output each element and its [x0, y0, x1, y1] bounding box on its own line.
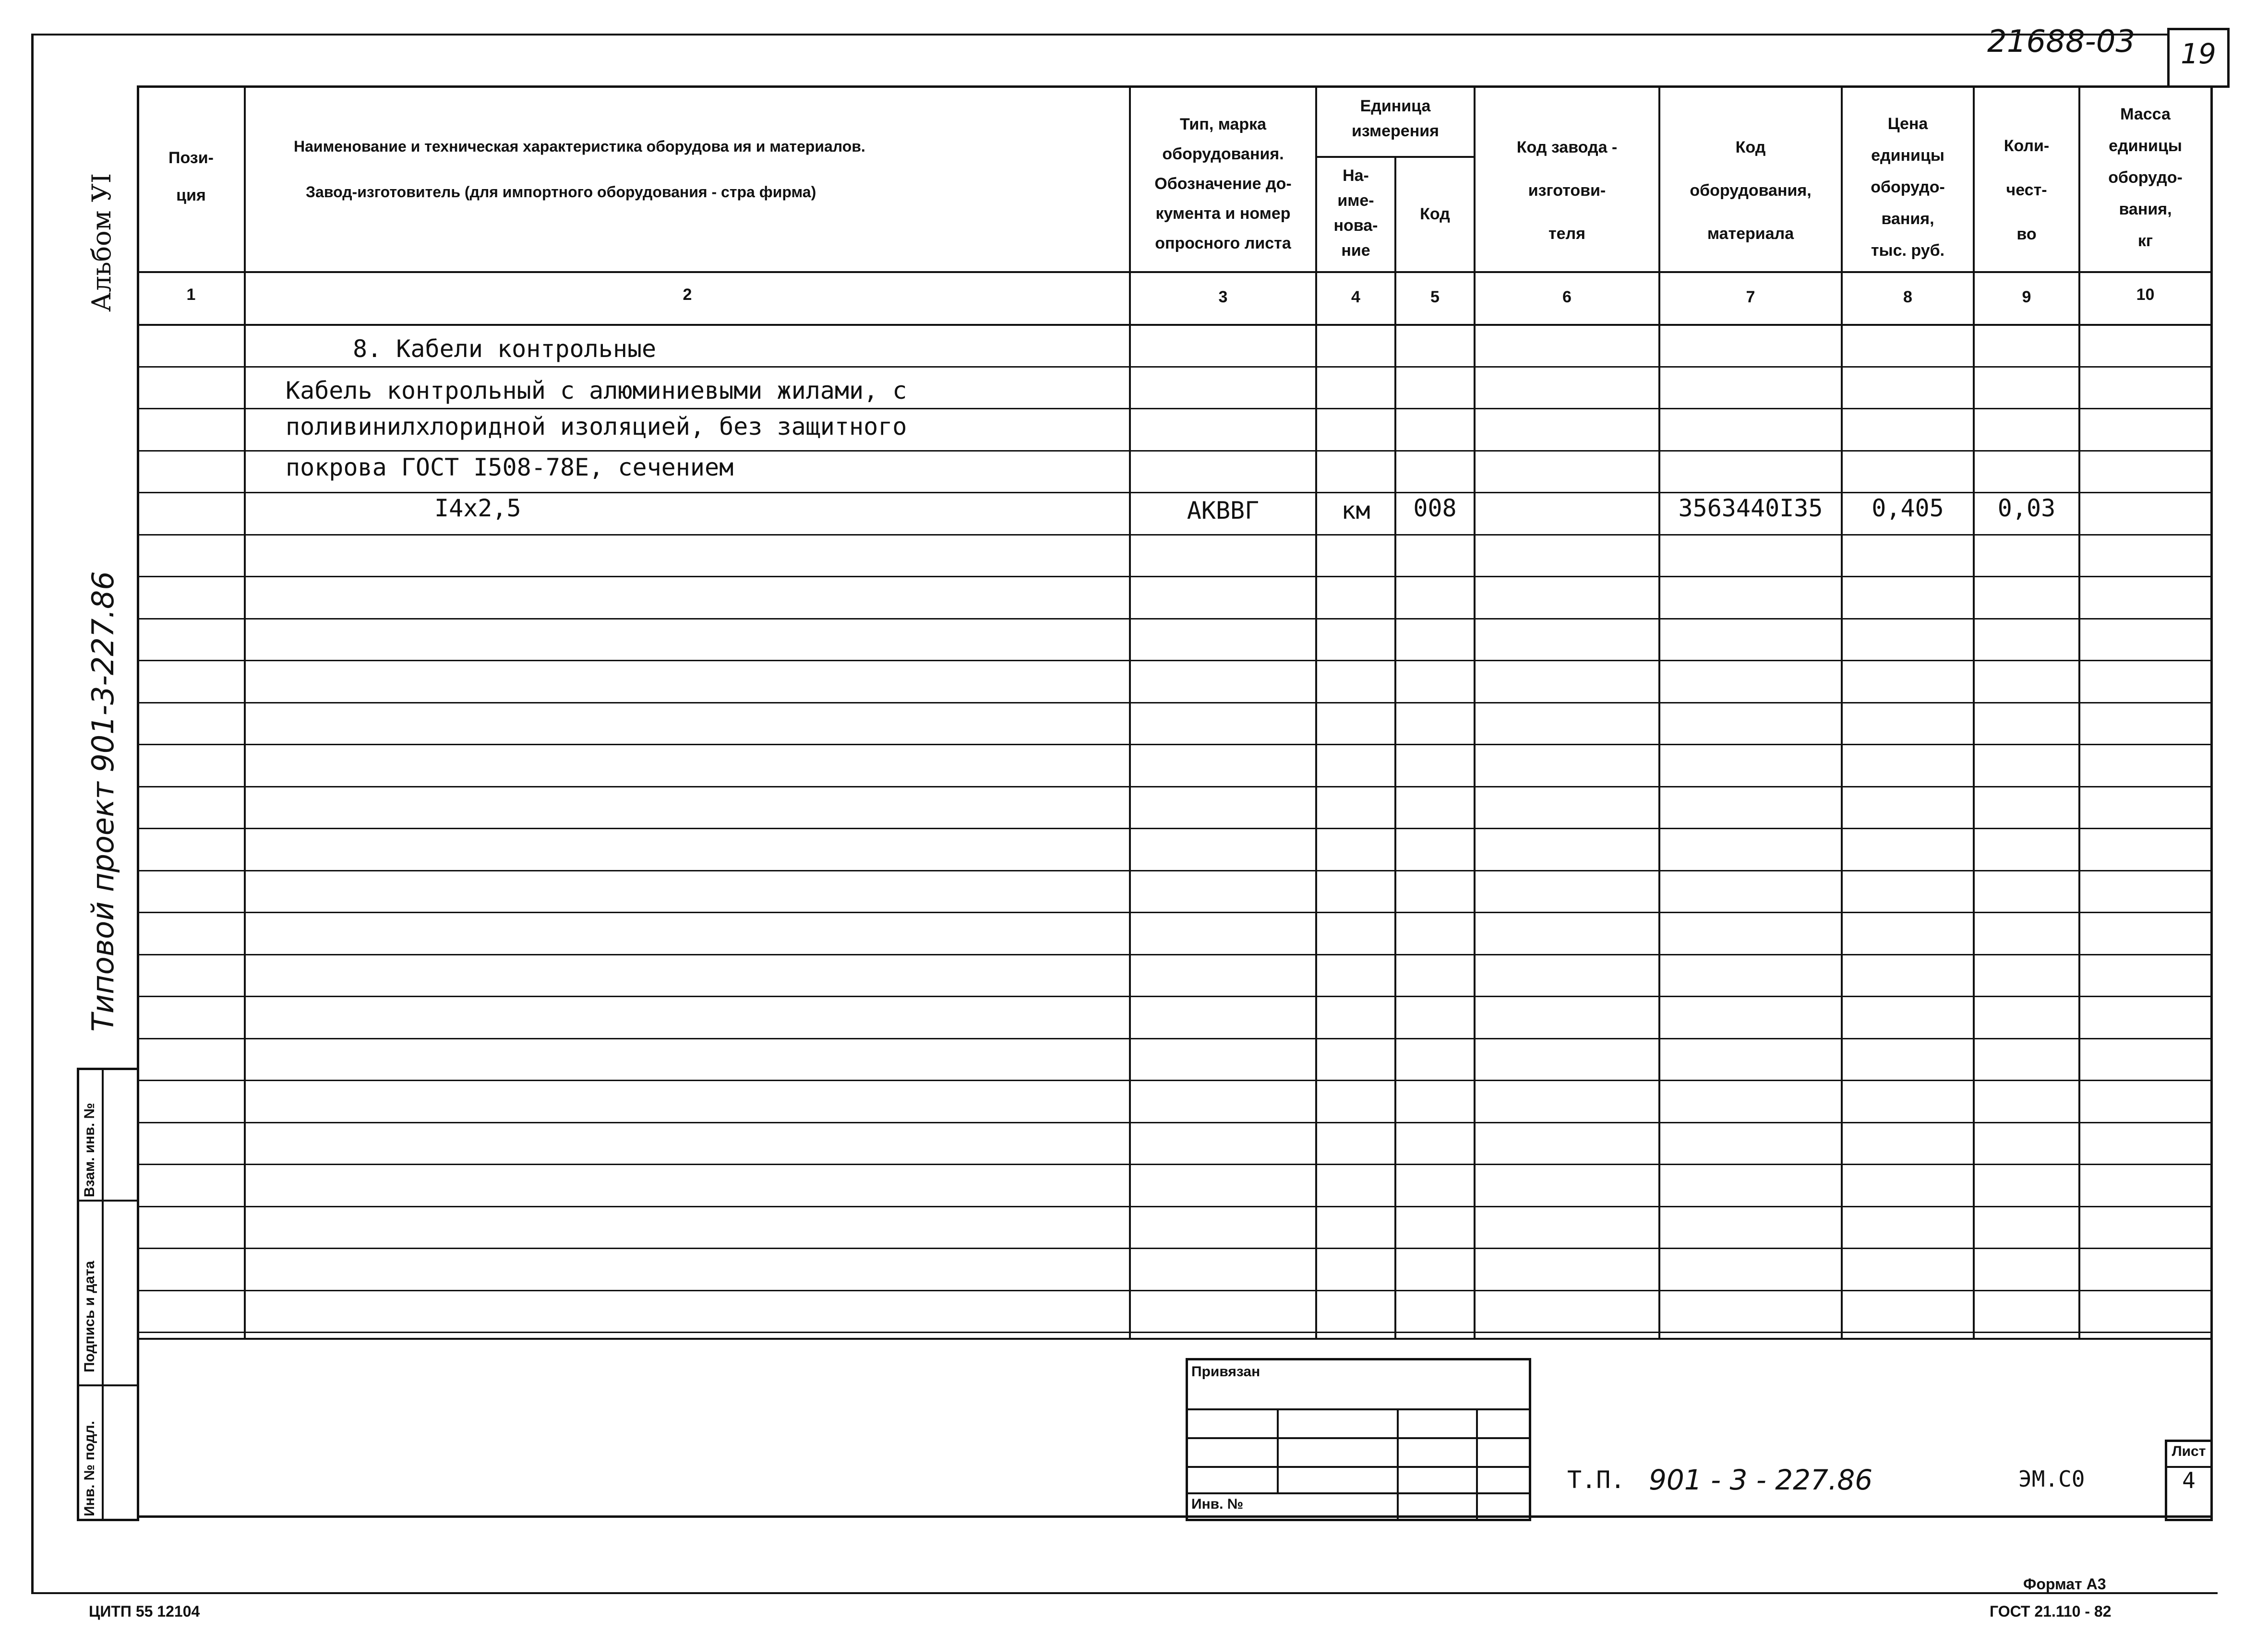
colnum-bottom-line [137, 324, 2210, 326]
inv-no-label: Инв. № [1191, 1496, 1244, 1512]
row-5-description: I4x2,5 [434, 494, 521, 522]
page-corner-number: 19 [2181, 37, 2216, 70]
row-separator [137, 1206, 2210, 1207]
header-equipment-code: Код оборудования, материала [1690, 138, 1812, 243]
row-separator [137, 702, 2210, 703]
column-number-1: 1 [186, 286, 196, 304]
left-block-vline [102, 1068, 104, 1521]
header-price: Цена единицы оборудо- вания, тыс. руб. [1871, 115, 1945, 260]
left-block-line-2 [77, 1384, 139, 1386]
row-5-quantity: 0,03 [1997, 494, 2056, 522]
tp-prefix: Т.П. [1567, 1466, 1625, 1494]
row-5-unit: км [1341, 497, 1370, 524]
row-separator [137, 786, 2210, 787]
header-quantity: Коли- чест- во [2004, 137, 2050, 243]
privyazan-label: Привязан [1191, 1364, 1260, 1380]
row-separator [137, 954, 2210, 955]
row-3-description: поливинилхлоридной изоляцией, без защитного [286, 413, 907, 441]
row-1-description: 8. Кабели контрольные [353, 335, 657, 363]
header-bottom-line [137, 271, 2210, 273]
row-separator [137, 492, 2210, 493]
column-number-4: 4 [1351, 288, 1360, 306]
header-plant-code: Код завода - изготови- теля [1516, 138, 1618, 243]
col-line-8 [1973, 85, 1975, 1338]
row-separator [137, 996, 2210, 997]
row-separator [137, 1248, 2210, 1249]
col-line-2 [1129, 85, 1131, 1338]
row-separator [137, 828, 2210, 829]
row-separator [137, 912, 2210, 913]
header-unit-name: На- име- нова- ние [1333, 167, 1378, 260]
column-number-6: 6 [1562, 288, 1572, 306]
vzam-inv-label: Взам. инв. № [82, 1103, 97, 1197]
header-unit-code: Код [1420, 205, 1450, 223]
stamp-code: ЭМ.С0 [2018, 1466, 2085, 1492]
column-number-7: 7 [1746, 288, 1755, 306]
column-number-3: 3 [1218, 288, 1228, 306]
column-number-8: 8 [1903, 288, 1912, 306]
row-separator [137, 534, 2210, 536]
page-bottom-line [31, 1592, 2218, 1594]
column-number-5: 5 [1430, 288, 1440, 306]
document-number: 21688-03 [1987, 24, 2136, 60]
header-name-line2: Завод-изготовитель (для импортного оборудования - стра фирма) [306, 183, 816, 201]
table-body-bottom [137, 1338, 2210, 1340]
footer-gost: ГОСТ 21.110 - 82 [1990, 1603, 2112, 1620]
column-number-2: 2 [683, 286, 692, 304]
footer-left: ЦИТП 55 12104 [89, 1603, 200, 1620]
row-separator [137, 1332, 2210, 1333]
page-top-line [31, 34, 2167, 36]
col-line-6 [1658, 85, 1660, 1338]
row-5-price: 0,405 [1872, 494, 1944, 522]
header-mass: Масса единицы оборудо- вания, кг [2108, 105, 2183, 250]
col-line-5 [1474, 85, 1476, 1338]
row-separator [137, 660, 2210, 661]
stamp-line-2 [1186, 1437, 1531, 1439]
col-line-10 [2210, 85, 2212, 1338]
header-position: Пози- ция [168, 149, 214, 204]
row-separator [137, 1080, 2210, 1081]
row-separator [137, 408, 2210, 409]
row-separator [137, 618, 2210, 619]
row-separator [137, 450, 2210, 452]
stamp-vline-2 [1397, 1408, 1399, 1521]
row-separator [137, 870, 2210, 871]
stamp-vline-3 [1476, 1408, 1478, 1521]
tp-number: 901 - 3 - 227.86 [1649, 1464, 1873, 1496]
left-block-line-1 [77, 1200, 139, 1202]
row-separator [137, 1038, 2210, 1039]
col-line-3 [1315, 85, 1317, 1338]
stamp-vline-1 [1277, 1408, 1279, 1492]
row-separator [137, 744, 2210, 745]
col-line-7 [1841, 85, 1843, 1338]
column-number-9: 9 [2022, 288, 2031, 306]
header-unit-group: Единица измерения [1352, 97, 1439, 140]
header-name-line1: Наименование и техническая характеристика оборудова ия и материалов. [294, 138, 865, 155]
row-2-description: Кабель контрольный с алюминиевыми жилами, с [286, 377, 907, 405]
album-label: Альбом УI [86, 173, 117, 312]
row-separator [137, 366, 2210, 368]
row-4-description: покрова ГОСТ I508-78Е, сечением [286, 453, 734, 481]
stamp-line-3 [1186, 1466, 1531, 1468]
col-line-9 [2078, 85, 2080, 1338]
stamp-line-1 [1186, 1408, 1531, 1410]
row-separator [137, 1122, 2210, 1123]
row-5-unit-code: 008 [1413, 494, 1457, 522]
row-separator [137, 1290, 2210, 1291]
sheet-number: 4 [2182, 1467, 2196, 1493]
row-5-type: АКВВГ [1187, 497, 1260, 524]
stamp-line-4 [1186, 1492, 1531, 1494]
project-label: Типовой проект 901-3-227.86 [85, 571, 120, 1032]
row-separator [137, 1164, 2210, 1165]
row-separator [137, 576, 2210, 577]
inv-podl-label: Инв. № подл. [82, 1420, 97, 1516]
footer-format: Формат А3 [2023, 1575, 2106, 1593]
col-line-4 [1394, 156, 1396, 1338]
sheet-label: Лист [2172, 1443, 2206, 1459]
row-5-equipment-code: 3563440I35 [1678, 494, 1823, 522]
col-line-1 [244, 85, 246, 1338]
column-number-10: 10 [2136, 286, 2155, 304]
header-type: Тип, марка оборудования. Обозначение до- кумента и номер опросного листа [1154, 115, 1292, 252]
podpis-data-label: Подпись и дата [82, 1261, 97, 1372]
